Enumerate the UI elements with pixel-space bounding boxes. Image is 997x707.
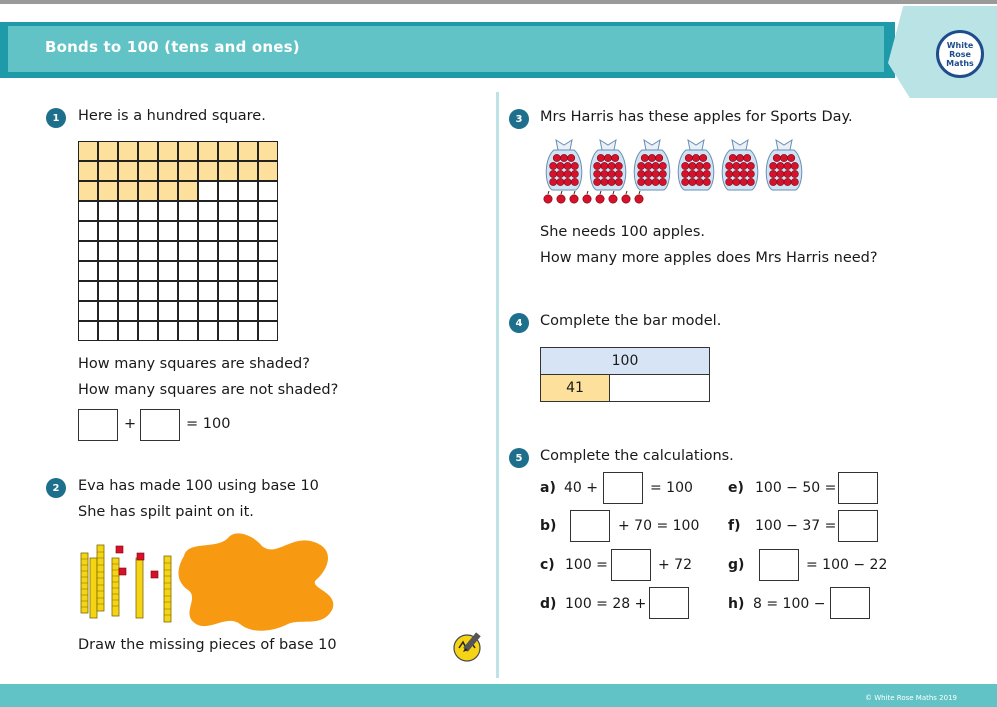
base-ten-picture xyxy=(76,528,346,636)
question-number-3: 3 xyxy=(509,109,529,129)
grid-cell-unshaded xyxy=(158,261,178,281)
apple-bag xyxy=(634,140,670,190)
calc-c-left: 100 = xyxy=(565,557,608,573)
grid-cell-shaded xyxy=(178,141,198,161)
q3-line-1: She needs 100 apples. xyxy=(540,224,706,240)
q4-prompt: Complete the bar model. xyxy=(540,313,722,329)
grid-cell-unshaded xyxy=(78,281,98,301)
grid-cell-unshaded xyxy=(138,261,158,281)
grid-cell-unshaded xyxy=(138,221,158,241)
calc-a-left: 40 + xyxy=(564,480,598,496)
grid-cell-unshaded xyxy=(98,321,118,341)
loose-apple xyxy=(596,195,604,203)
tens-rod xyxy=(136,558,143,618)
grid-cell-shaded xyxy=(98,161,118,181)
grid-cell-unshaded xyxy=(198,281,218,301)
q3-line-2: How many more apples does Mrs Harris need? xyxy=(540,250,878,266)
grid-cell-shaded xyxy=(78,141,98,161)
grid-cell-unshaded xyxy=(218,281,238,301)
grid-cell-shaded xyxy=(178,161,198,181)
grid-cell-shaded xyxy=(258,161,278,181)
tens-rod xyxy=(112,558,119,616)
calc-g-right: = 100 − 22 xyxy=(806,557,888,573)
top-rule xyxy=(0,0,997,4)
q3-prompt: Mrs Harris has these apples for Sports Day. xyxy=(540,109,853,125)
grid-cell-unshaded xyxy=(198,181,218,201)
loose-apple xyxy=(570,195,578,203)
grid-cell-unshaded xyxy=(258,201,278,221)
grid-cell-shaded xyxy=(258,141,278,161)
question-number-2: 2 xyxy=(46,478,66,498)
plus-sign: + xyxy=(124,416,137,432)
grid-cell-unshaded xyxy=(98,221,118,241)
grid-cell-unshaded xyxy=(198,321,218,341)
grid-cell-unshaded xyxy=(238,261,258,281)
grid-cell-shaded xyxy=(198,161,218,181)
grid-cell-unshaded xyxy=(98,241,118,261)
q5-prompt: Complete the calculations. xyxy=(540,448,734,464)
grid-cell-unshaded xyxy=(218,181,238,201)
tens-rods xyxy=(81,545,171,622)
grid-cell-shaded xyxy=(98,181,118,201)
q1-question-not-shaded: How many squares are not shaded? xyxy=(78,382,339,398)
grid-cell-unshaded xyxy=(138,201,158,221)
ones-cube xyxy=(116,546,123,553)
grid-cell-shaded xyxy=(158,141,178,161)
calc-a-label: a) xyxy=(540,480,556,496)
loose-apple xyxy=(583,195,591,203)
grid-cell-unshaded xyxy=(178,261,198,281)
calc-b-right: + 70 = 100 xyxy=(618,518,700,534)
equals-100: = 100 xyxy=(186,416,231,432)
grid-cell-unshaded xyxy=(118,301,138,321)
calc-d-left: 100 = 28 + xyxy=(565,596,647,612)
grid-cell-shaded xyxy=(238,161,258,181)
grid-cell-shaded xyxy=(238,141,258,161)
apple-bag xyxy=(590,140,626,190)
loose-apple xyxy=(635,195,643,203)
grid-cell-unshaded xyxy=(218,241,238,261)
grid-cell-unshaded xyxy=(78,221,98,241)
bar-model-total: 100 xyxy=(540,347,710,375)
calc-c-right: + 72 xyxy=(658,557,692,573)
grid-cell-unshaded xyxy=(258,221,278,241)
grid-cell-unshaded xyxy=(198,201,218,221)
grid-cell-unshaded xyxy=(78,301,98,321)
logo-text: White Rose Maths xyxy=(946,40,974,68)
tens-rod xyxy=(90,558,97,618)
grid-cell-unshaded xyxy=(198,261,218,281)
calc-h-label: h) xyxy=(728,596,745,612)
column-divider xyxy=(496,92,499,678)
grid-cell-unshaded xyxy=(178,301,198,321)
question-number-5: 5 xyxy=(509,448,529,468)
calc-f-answer-box[interactable] xyxy=(838,510,878,542)
grid-cell-unshaded xyxy=(158,281,178,301)
q2-line-2: She has spilt paint on it. xyxy=(78,504,254,520)
grid-cell-unshaded xyxy=(238,321,258,341)
grid-cell-shaded xyxy=(178,181,198,201)
calc-f-label: f) xyxy=(728,518,741,534)
grid-cell-unshaded xyxy=(158,321,178,341)
grid-cell-unshaded xyxy=(118,321,138,341)
grid-cell-unshaded xyxy=(118,241,138,261)
grid-cell-unshaded xyxy=(118,281,138,301)
grid-cell-shaded xyxy=(218,161,238,181)
apple-bags-picture xyxy=(540,136,810,208)
grid-cell-unshaded xyxy=(258,241,278,261)
pencil-icon xyxy=(451,630,487,662)
grid-cell-unshaded xyxy=(238,201,258,221)
answer-box-shaded[interactable] xyxy=(78,409,118,441)
calc-g-label: g) xyxy=(728,557,745,573)
calc-d-label: d) xyxy=(540,596,557,612)
grid-cell-unshaded xyxy=(238,281,258,301)
grid-cell-unshaded xyxy=(158,241,178,261)
grid-cell-unshaded xyxy=(238,301,258,321)
grid-cell-unshaded xyxy=(158,301,178,321)
grid-cell-unshaded xyxy=(218,201,238,221)
grid-cell-unshaded xyxy=(178,241,198,261)
answer-box-not-shaded[interactable] xyxy=(140,409,180,441)
grid-cell-unshaded xyxy=(98,281,118,301)
apple-bag xyxy=(546,140,582,190)
apple-bag xyxy=(766,140,802,190)
grid-cell-unshaded xyxy=(198,241,218,261)
calc-d-answer-box[interactable] xyxy=(649,587,689,619)
bar-model-part: 41 xyxy=(540,374,610,402)
grid-cell-unshaded xyxy=(178,221,198,241)
grid-cell-unshaded xyxy=(138,281,158,301)
calc-c-label: c) xyxy=(540,557,555,573)
grid-cell-unshaded xyxy=(138,241,158,261)
grid-cell-shaded xyxy=(98,141,118,161)
grid-cell-unshaded xyxy=(98,201,118,221)
grid-cell-unshaded xyxy=(98,301,118,321)
grid-cell-unshaded xyxy=(118,221,138,241)
calc-a-answer-box[interactable] xyxy=(603,472,643,504)
grid-cell-unshaded xyxy=(238,241,258,261)
q1-prompt: Here is a hundred square. xyxy=(78,108,266,124)
grid-cell-unshaded xyxy=(78,201,98,221)
calc-h-answer-box[interactable] xyxy=(830,587,870,619)
loose-apple xyxy=(557,195,565,203)
grid-cell-unshaded xyxy=(178,281,198,301)
grid-cell-unshaded xyxy=(258,261,278,281)
footer-band xyxy=(0,684,997,707)
ones-cube xyxy=(137,553,144,560)
calc-e-label: e) xyxy=(728,480,744,496)
grid-cell-shaded xyxy=(118,141,138,161)
grid-cell-unshaded xyxy=(218,301,238,321)
grid-cell-unshaded xyxy=(238,181,258,201)
calc-b-label: b) xyxy=(540,518,557,534)
loose-apple xyxy=(544,195,552,203)
white-rose-maths-logo xyxy=(936,30,984,78)
copyright: © White Rose Maths 2019 xyxy=(864,694,957,702)
grid-cell-shaded xyxy=(198,141,218,161)
grid-cell-unshaded xyxy=(198,301,218,321)
grid-cell-unshaded xyxy=(78,321,98,341)
apple-bag xyxy=(678,140,714,190)
grid-cell-unshaded xyxy=(258,281,278,301)
grid-cell-unshaded xyxy=(98,261,118,281)
grid-cell-unshaded xyxy=(258,301,278,321)
grid-cell-unshaded xyxy=(78,261,98,281)
calc-b-answer-box[interactable] xyxy=(570,510,610,542)
grid-cell-unshaded xyxy=(218,221,238,241)
calc-g-answer-box[interactable] xyxy=(759,549,799,581)
apple-bag xyxy=(722,140,758,190)
grid-cell-shaded xyxy=(118,181,138,201)
grid-cell-unshaded xyxy=(178,321,198,341)
q1-question-shaded: How many squares are shaded? xyxy=(78,356,310,372)
ones-cube xyxy=(119,568,126,575)
grid-cell-shaded xyxy=(218,141,238,161)
grid-cell-unshaded xyxy=(198,221,218,241)
calc-e-left: 100 − 50 = xyxy=(755,480,837,496)
calc-f-left: 100 − 37 = xyxy=(755,518,837,534)
hundred-square xyxy=(78,141,280,343)
grid-cell-unshaded xyxy=(258,321,278,341)
calc-h-left: 8 = 100 − xyxy=(753,596,826,612)
calc-a-right: = 100 xyxy=(650,480,693,496)
grid-cell-unshaded xyxy=(178,201,198,221)
calc-e-answer-box[interactable] xyxy=(838,472,878,504)
grid-cell-shaded xyxy=(138,141,158,161)
ones-cube xyxy=(151,571,158,578)
grid-cell-unshaded xyxy=(238,221,258,241)
grid-cell-shaded xyxy=(118,161,138,181)
grid-cell-unshaded xyxy=(138,301,158,321)
page-title: Bonds to 100 (tens and ones) xyxy=(45,38,300,56)
q2-line-1: Eva has made 100 using base 10 xyxy=(78,478,319,494)
grid-cell-shaded xyxy=(158,161,178,181)
grid-cell-unshaded xyxy=(158,201,178,221)
grid-cell-shaded xyxy=(138,181,158,201)
grid-cell-unshaded xyxy=(218,261,238,281)
grid-cell-shaded xyxy=(78,161,98,181)
grid-cell-unshaded xyxy=(118,201,138,221)
grid-cell-unshaded xyxy=(138,321,158,341)
grid-cell-unshaded xyxy=(118,261,138,281)
grid-cell-shaded xyxy=(138,161,158,181)
bar-model-missing-part[interactable] xyxy=(609,374,710,402)
grid-cell-unshaded xyxy=(218,321,238,341)
loose-apple xyxy=(622,195,630,203)
grid-cell-shaded xyxy=(78,181,98,201)
grid-cell-unshaded xyxy=(258,181,278,201)
q2-instruction: Draw the missing pieces of base 10 xyxy=(78,637,337,653)
loose-apple xyxy=(609,195,617,203)
grid-cell-unshaded xyxy=(78,241,98,261)
question-number-4: 4 xyxy=(509,313,529,333)
paint-splat xyxy=(179,533,334,630)
calc-c-answer-box[interactable] xyxy=(611,549,651,581)
grid-cell-shaded xyxy=(158,181,178,201)
question-number-1: 1 xyxy=(46,108,66,128)
grid-cell-unshaded xyxy=(158,221,178,241)
